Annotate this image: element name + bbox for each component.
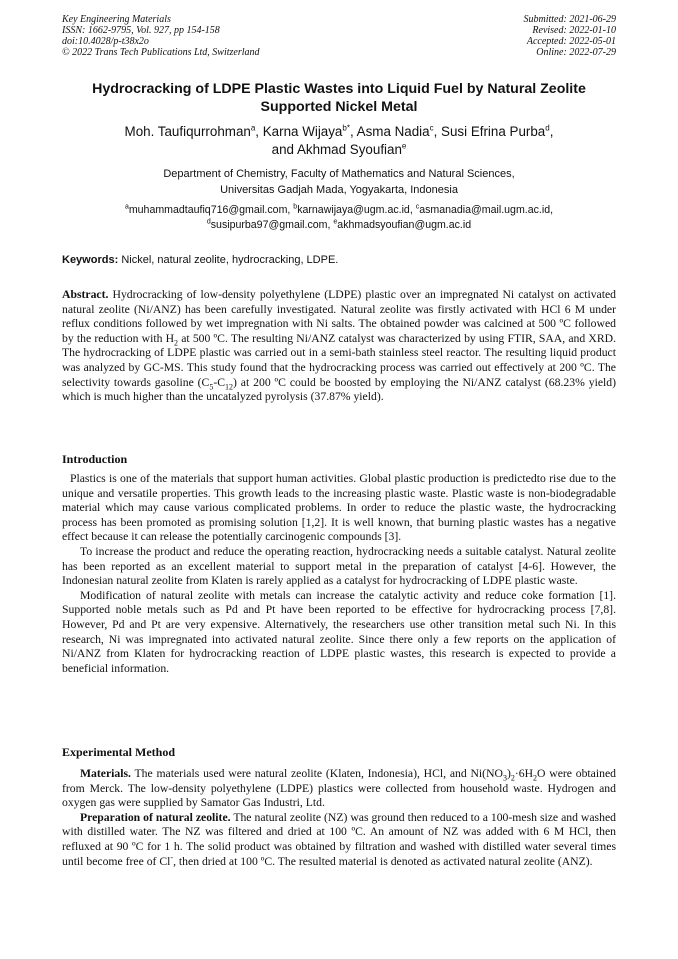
subscript: 3	[502, 773, 507, 783]
email-sup: e	[333, 218, 338, 226]
author-name: Akhmad Syoufian	[296, 142, 402, 157]
author-name: Moh. Taufiqurrohman	[124, 124, 251, 139]
date-submitted: Submitted: 2021-06-29	[523, 14, 616, 25]
paper-title: Hydrocracking of LDPE Plastic Wastes into Liquid Fuel by Natural Zeolite Supported Nickel Metal	[92, 81, 586, 115]
journal-issn: ISSN: 1662-9795, Vol. 927, pp 154-158	[62, 25, 220, 36]
author-name: Karna Wijaya	[262, 124, 343, 139]
email-address[interactable]: susipurba97@gmail.com	[210, 219, 328, 231]
paragraph-text: O were obtained from Merck. The low-density polyethylene (LDPE) plastics were collected from household waste. Hydrogen and oxygen gas were supplied by Samator Gas Industri, Ltd.	[62, 767, 616, 810]
affiliation	[62, 167, 616, 198]
email-address[interactable]: akhmadsyoufian@ugm.ac.id	[337, 219, 472, 231]
subscript: 12	[225, 381, 234, 391]
abstract-text: Hydrocracking of low-density polyethylene (LDPE) plastic over an impregnated Ni catalyst on activated natural zeolite (Ni/ANZ) has been carefully investigated. Natural zeolite was firstly activated with HCl 6 M under reflux conditions followed by wet impregnation with Ni salts. The obtained powder was calcined at 500 ºC followed by the reduction with H	[62, 288, 616, 345]
email-sup: b	[293, 203, 298, 211]
subscript: 2	[533, 773, 538, 783]
keywords-text: Nickel, natural zeolite, hydrocracking, LDPE.	[121, 254, 339, 266]
email-list: $^a$muhammadtaufiq716@gmail.com, $^b$karnawijaya@ugm.ac.id, $^c$asmanadia@mail.ugm.ac.id, $^d$susipurba97@gmail.com, $^e$akhmadsyoufian@ugm.ac.id	[124, 203, 554, 231]
subscript: 2	[174, 338, 179, 348]
section-heading-introduction: Introduction	[62, 452, 128, 466]
author-sup: c	[429, 123, 434, 133]
subsection-label: Materials.	[80, 767, 131, 780]
author-sup: e	[401, 141, 407, 151]
author-sup: a	[250, 123, 256, 133]
paragraph: Plastics is one of the materials that support human activities. Global plastic production is predictedto rise due to the unique and versatile properties. This growth leads to the increasing plastic waste. Plastic waste is non-biodegradable material which may cause various complicated problems. In order to reduce the plastic waste, the hydrocracking process has been promoted as promising solution [1,2]. It is well known, that burning plastic wastes has a negative effect because it can release the potentially carcinogenic compounds [3].	[62, 472, 616, 544]
subscript: 5	[209, 381, 214, 391]
paragraph-preparation	[62, 811, 616, 869]
subscript: 2	[510, 773, 515, 783]
author-sup: d	[545, 123, 550, 133]
paragraph-text: The natural zeolite (NZ) was ground then reduced to a 100-mesh size and washed with distilled water. The NZ was filtered and dried at 100 ºC. An amount of NZ was added with 6 M HCl, then refluxed at 90 ºC for 1 h. The solid product was obtained by filtration and washed with distilled water several times until become free of Cl	[62, 810, 616, 868]
email-sup: c	[415, 203, 420, 211]
abstract-text: at 500 ºC. The resulting Ni/ANZ catalyst was characterized by using FTIR, SAA, and XRD. The hydrocracking of LDPE plastic was carried out in a semi-bath stainless steel reactor. The resulting liquid product was analyzed by GC-MS. This study found that the hydrocracking process was carried out effectively at 200 ºC. The selectivity towards gasoline (C	[62, 331, 616, 389]
keywords	[62, 253, 616, 267]
paragraph: Modification of natural zeolite with metals can increase the catalytic activity and reduce coke formation [1]. Supported noble metals such as Pd and Pt have been reported to be effective for hydrocracking process [7,8]. However, Pd and Pt are very expensive. Alternatively, the researchers use other transition metal such Ni. In this research, Ni was impregnated into activated natural zeolite. Since there only a few reports on the application of Ni/ANZ from Klaten for hydrocracking reaction of LDPE plastic wastes, this research is expected to provide a beneficial information.	[62, 588, 616, 675]
abstract-label: Abstract.	[62, 288, 109, 301]
introduction-section	[62, 472, 616, 676]
journal-doi: doi:10.4028/p-t38x2o	[62, 36, 149, 47]
paragraph-text: The materials used were natural zeolite (Klaten, Indonesia), HCl, and Ni(NO	[130, 767, 503, 780]
superscript: -	[170, 852, 174, 862]
paragraph-materials	[62, 767, 616, 811]
email-address[interactable]: asmanadia@mail.ugm.ac.id	[419, 204, 551, 216]
date-online: Online: 2022-07-29	[536, 47, 616, 58]
paragraph-text: ·6H	[514, 767, 534, 780]
email-address[interactable]: karnawijaya@ugm.ac.id	[297, 204, 410, 216]
author-sup: b*	[342, 123, 350, 133]
abstract	[62, 288, 616, 405]
email-address[interactable]: muhammadtaufiq716@gmail.com	[128, 204, 288, 216]
subsection-label: Preparation of natural zeolite.	[80, 810, 231, 824]
author-name: Asma Nadia	[356, 124, 430, 139]
email-sup: a	[124, 203, 129, 211]
journal-name: Key Engineering Materials	[62, 14, 171, 25]
affiliation-line: Universitas Gadjah Mada, Yogyakarta, Indonesia	[220, 183, 458, 196]
email-sup: d	[206, 218, 211, 226]
paragraph: To increase the product and reduce the operating reaction, hydrocracking needs a suitable catalyst. Natural zeolite has been reported as an excellent material to support metal in the preparation of catalyst [4-6]. However, the Indonesian natural zeolite from Klaten is rarely applied as a catalyst for hydrocracking of LDPE plastic waste.	[62, 544, 616, 588]
author-list: Moh. Taufiqurrohman$^a$, Karna Wijaya$^{b*}$, Asma Nadia$^c$, Susi Efrina Purba$^d$, and Akhmad Syoufian$^e$	[124, 123, 554, 157]
section-heading-experimental: Experimental Method	[62, 745, 175, 759]
paragraph-text: )	[506, 767, 511, 780]
experimental-section	[62, 767, 616, 869]
journal-header	[62, 14, 260, 58]
abstract-text: ) at 200 ºC could be boosted by employing the Ni/ANZ catalyst (68.23% yield) which is much higher than the uncatalyzed pyrolysis (37.87% yield).	[62, 375, 616, 404]
dates-header	[524, 14, 617, 58]
journal-copyright: © 2022 Trans Tech Publications Ltd, Switzerland	[62, 47, 260, 58]
paragraph-text: , then dried at 100 ºC. The resulted material is denoted as activated natural zeolite (ANZ).	[173, 854, 593, 868]
affiliation-line: Department of Chemistry, Faculty of Mathematics and Natural Sciences,	[163, 168, 515, 180]
date-revised: Revised: 2022-01-10	[532, 25, 616, 36]
keywords-label: Keywords:	[62, 254, 119, 266]
date-accepted: Accepted: 2022-05-01	[526, 36, 616, 47]
author-name: Susi Efrina Purba	[441, 124, 546, 139]
abstract-text: -C	[213, 375, 226, 389]
